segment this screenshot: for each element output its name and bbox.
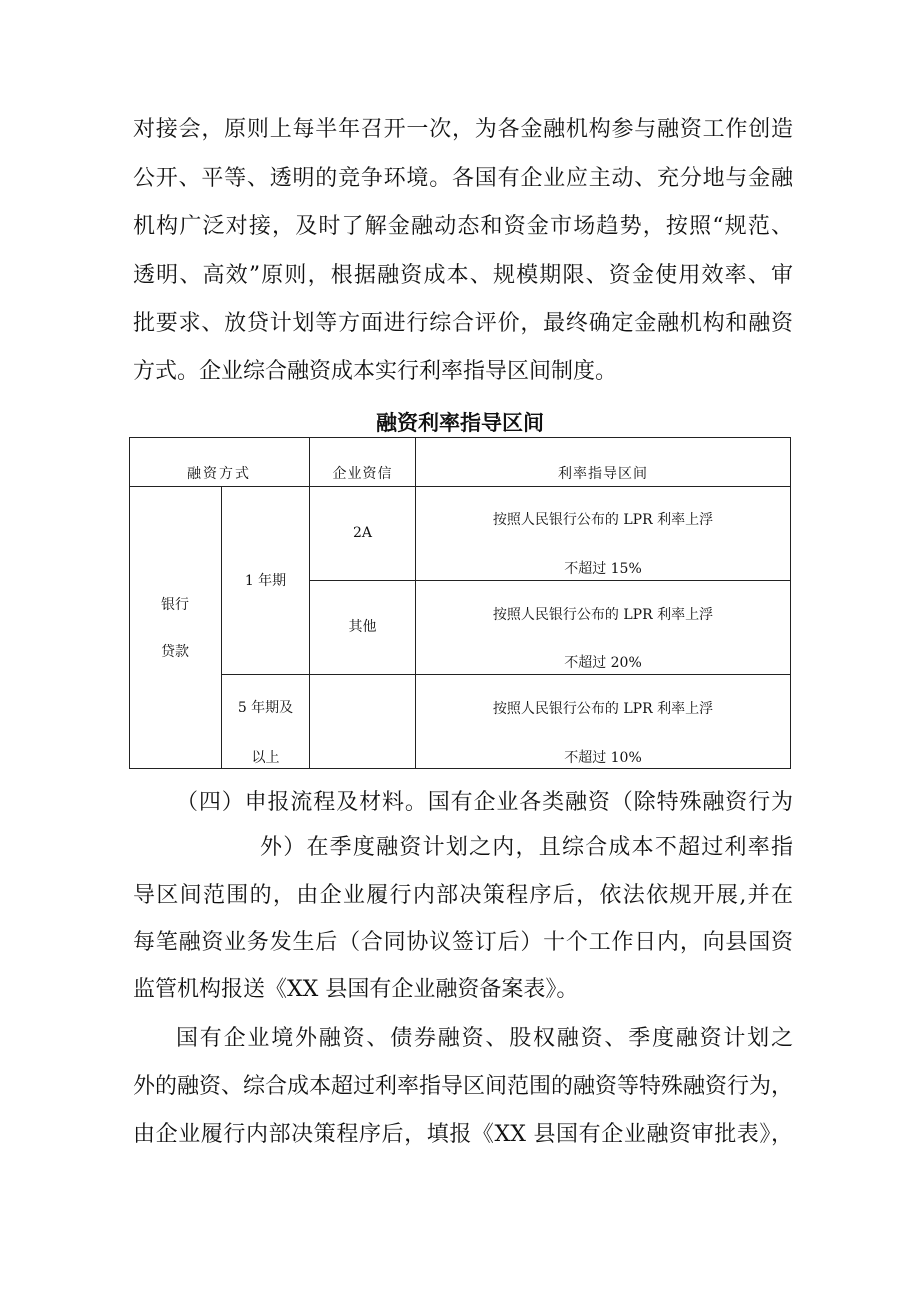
term-5-year-line: 5 年期及 <box>237 700 294 716</box>
credit-cell: 其他 <box>348 619 377 635</box>
table-divider <box>309 580 791 581</box>
rate-cell-line: 不超过 20% <box>564 655 642 671</box>
rate-cell-line: 按照人民银行公布的 LPR 利率上浮 <box>492 512 714 528</box>
table-divider <box>129 486 791 487</box>
term-1-year: 1 年期 <box>244 573 287 589</box>
table-divider <box>221 486 222 769</box>
rate-cell-line: 按照人民银行公布的 LPR 利率上浮 <box>492 701 714 717</box>
text-line: 外）在季度融资计划之内，且综合成本不超过利率指 <box>260 835 793 860</box>
category-line: 银行 <box>161 597 189 613</box>
text-line: 方式。企业综合融资成本实行利率指导区间制度。 <box>133 359 618 384</box>
text-line: 由企业履行内部决策程序后，填报《XX 县国有企业融资审批表》， <box>133 1122 793 1147</box>
term-5-year-line: 以上 <box>251 750 280 766</box>
header-range: 利率指导区间 <box>558 466 648 482</box>
table-border-bottom <box>129 768 791 769</box>
text-line: 机构广泛对接，及时了解金融动态和资金市场趋势，按照“规范、 <box>133 214 793 239</box>
table-border-top <box>129 437 791 438</box>
rate-cell-line: 不超过 15% <box>564 561 642 577</box>
credit-cell: 2A <box>352 525 373 541</box>
text-line: 公开、平等、透明的竞争环境。各国有企业应主动、充分地与金融 <box>133 166 793 191</box>
text-line: 批要求、放贷计划等方面进行综合评价，最终确定金融机构和融资 <box>133 311 793 336</box>
header-credit: 企业资信 <box>332 466 393 482</box>
text-line: （四）申报流程及材料。国有企业各类融资（除特殊融资行为 <box>176 790 793 815</box>
header-method: 融资方式 <box>187 466 251 482</box>
rate-table <box>129 437 791 769</box>
table-divider <box>221 674 791 675</box>
rate-cell-line: 按照人民银行公布的 LPR 利率上浮 <box>492 607 714 623</box>
text-line: 对接会，原则上每半年召开一次，为各金融机构参与融资工作创造 <box>133 117 793 142</box>
text-line: 国有企业境外融资、债券融资、股权融资、季度融资计划之 <box>176 1026 793 1051</box>
text-line: 外的融资、综合成本超过利率指导区间范围的融资等特殊融资行为， <box>133 1074 794 1099</box>
rate-cell-line: 不超过 10% <box>564 750 642 766</box>
category-line: 贷款 <box>161 644 189 660</box>
text-line: 透明、高效”原则，根据融资成本、规模期限、资金使用效率、审 <box>133 263 793 288</box>
text-line: 监管机构报送《XX 县国有企业融资备案表》。 <box>133 977 579 1002</box>
text-line: 每笔融资业务发生后（合同协议签订后）十个工作日内，向县国资 <box>133 930 793 955</box>
text-line: 导区间范围的，由企业履行内部决策程序后，依法依规开展,并在 <box>133 883 793 908</box>
table-title: 融资利率指导区间 <box>376 411 544 435</box>
